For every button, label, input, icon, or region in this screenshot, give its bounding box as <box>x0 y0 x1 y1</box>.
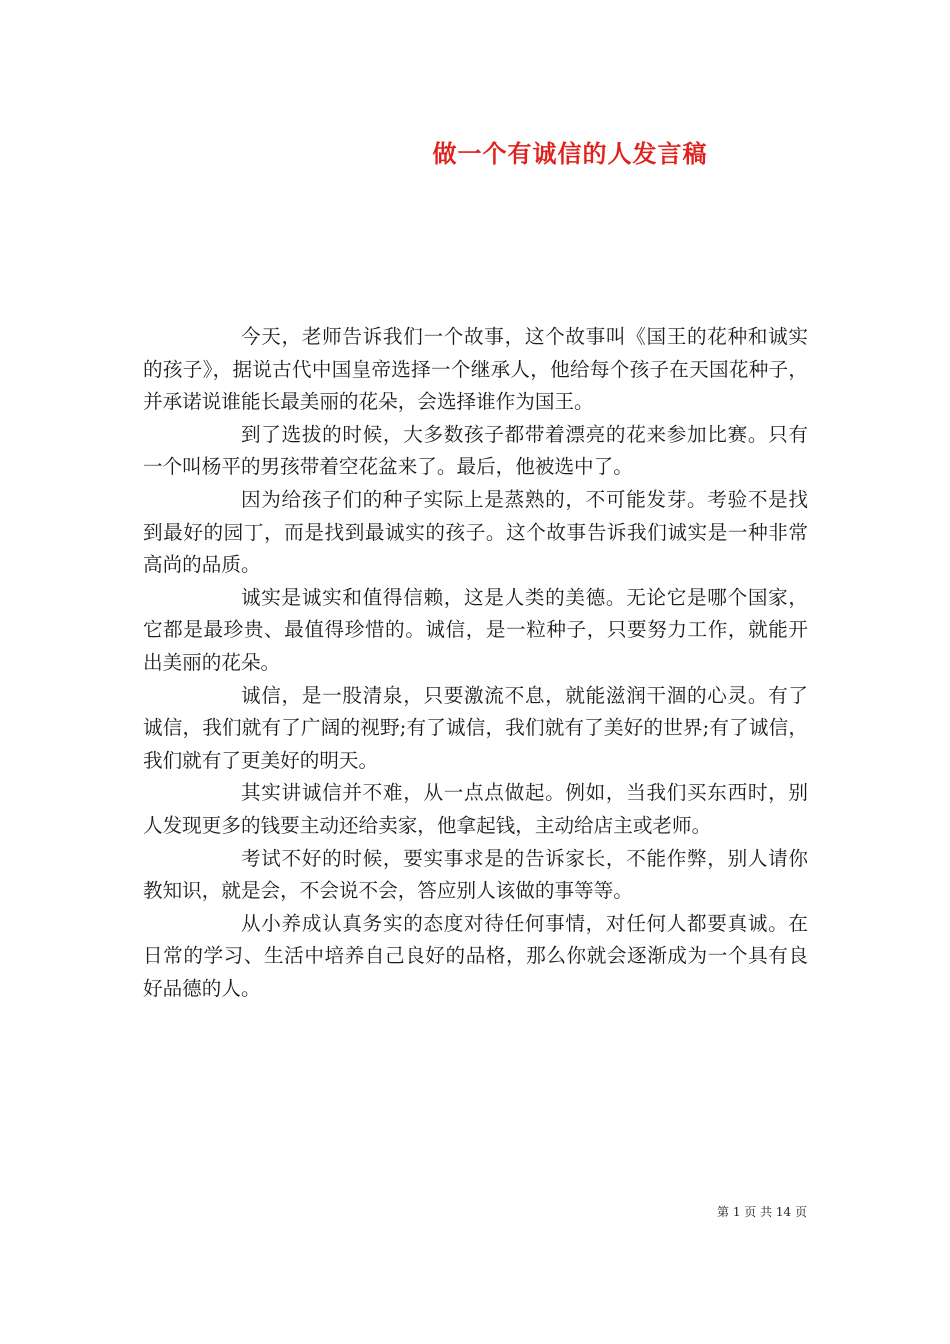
paragraph-5: 诚信，是一股清泉，只要激流不息，就能滋润干涸的心灵。有了诚信，我们就有了广阔的视野;有了诚信，我们就有了美好的世界;有了诚信，我们就有了更美好的明天。 <box>143 683 808 772</box>
paragraph-8: 从小养成认真务实的态度对待任何事情，对任何人都要真诚。在日常的学习、生活中培养自己良好的品格，那么你就会逐渐成为一个具有良好品德的人。 <box>143 911 808 1000</box>
paragraph-6: 其实讲诚信并不难，从一点点做起。例如，当我们买东西时，别人发现更多的钱要主动还给卖家，他拿起钱，主动给店主或老师。 <box>143 781 808 837</box>
document-body <box>143 321 808 1005</box>
paragraph-4: 诚实是诚实和值得信赖，这是人类的美德。无论它是哪个国家，它都是最珍贵、最值得珍惜的。诚信，是一粒种子，只要努力工作，就能开出美丽的花朵。 <box>143 585 808 674</box>
paragraph-2: 到了选拔的时候，大多数孩子都带着漂亮的花来参加比赛。只有一个叫杨平的男孩带着空花盆来了。最后，他被选中了。 <box>143 422 808 479</box>
page-number-footer: 第 1 页 共 14 页 <box>717 1205 807 1219</box>
paragraph-7: 考试不好的时候，要实事求是的告诉家长，不能作弊，别人请你教知识，就是会，不会说不会，答应别人该做的事等等。 <box>143 846 808 903</box>
paragraph-3: 因为给孩子们的种子实际上是蒸熟的，不可能发芽。考验不是找到最好的园丁，而是找到最诚实的孩子。这个故事告诉我们诚实是一种非常高尚的品质。 <box>143 487 808 577</box>
document-title: 做一个有诚信的人发言稿 <box>432 139 708 168</box>
paragraph-1: 今天，老师告诉我们一个故事，这个故事叫《国王的花种和诚实的孩子》，据说古代中国皇帝选择一个继承人，他给每个孩子在天国花种子，并承诺说谁能长最美丽的花朵，会选择谁作为国王。 <box>143 325 808 414</box>
